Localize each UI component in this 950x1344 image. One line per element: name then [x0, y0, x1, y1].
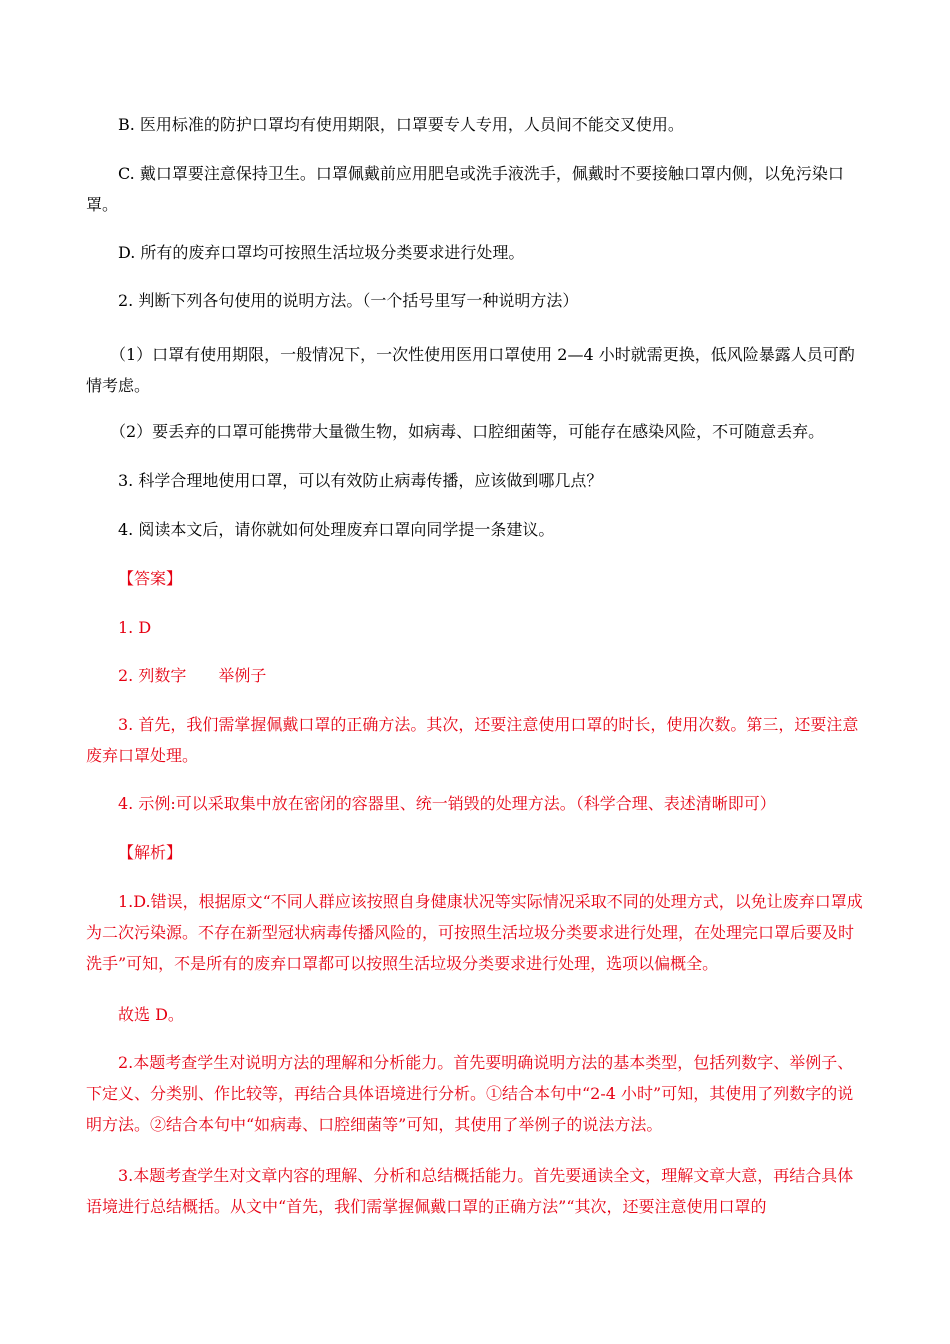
option-c: C. 戴口罩要注意保持卫生。口罩佩戴前应用肥皂或洗手液洗手，佩戴时不要接触口罩内侧，以免污染口罩。 — [86, 164, 844, 214]
question-3: 3. 科学合理地使用口罩，可以有效防止病毒传播，应该做到哪几点？ — [118, 471, 603, 490]
analysis-1: 1.D.错误，根据原文“不同人群应该按照自身健康状况等实际情况采取不同的处理方式，以免让废弃口罩成为二次污染源。不存在新型冠状病毒传播风险的，可按照生活垃圾分类要求进行处理，在处理完口罩后要及时洗手”可知，不是所有的废弃口罩都可以按照生活垃圾分类要求进行处理，选项以偏概全。 — [86, 892, 863, 973]
question-2-item-1: （1）口罩有使用期限，一般情况下，一次性使用医用口罩使用 2—4 小时就需更换，低风险暴露人员可酌情考虑。 — [86, 345, 855, 395]
analysis-1-conclusion: 故选 D。 — [118, 1005, 184, 1024]
question-4: 4. 阅读本文后，请你就如何处理废弃口罩向同学提一条建议。 — [118, 520, 555, 539]
option-b: B. 医用标准的防护口罩均有使用期限，口罩要专人专用，人员间不能交叉使用。 — [118, 115, 684, 134]
analysis-2: 2.本题考查学生对说明方法的理解和分析能力。首先要明确说明方法的基本类型，包括列数字、举例子、下定义、分类别、作比较等，再结合具体语境进行分析。①结合本句中“2-4 小时”可知，其使用了列数字的说明方法。②结合本句中“如病毒、口腔细菌等”可知，其使用了举例子的说法方法。 — [86, 1053, 854, 1134]
answer-heading: 【答案】 — [118, 569, 183, 588]
answer-2: 2. 列数字 举例子 — [118, 666, 267, 685]
option-d: D. 所有的废弃口罩均可按照生活垃圾分类要求进行处理。 — [118, 243, 525, 262]
analysis-3: 3.本题考查学生对文章内容的理解、分析和总结概括能力。首先要通读全文，理解文章大意，再结合具体语境进行总结概括。从文中“首先，我们需掌握佩戴口罩的正确方法”“其次，还要注意使用口罩的 — [86, 1166, 854, 1216]
answer-3: 3. 首先，我们需掌握佩戴口罩的正确方法。其次，还要注意使用口罩的时长，使用次数。第三，还要注意废弃口罩处理。 — [86, 715, 859, 765]
question-2: 2. 判断下列各句使用的说明方法。（一个括号里写一种说明方法） — [118, 291, 579, 310]
analysis-heading: 【解析】 — [118, 843, 183, 862]
question-2-item-2: （2）要丢弃的口罩可能携带大量微生物，如病毒、口腔细菌等，可能存在感染风险，不可随意丢弃。 — [110, 422, 825, 441]
answer-1: 1. D — [118, 618, 152, 637]
answer-4: 4. 示例:可以采取集中放在密闭的容器里、统一销毁的处理方法。（科学合理、表述清晰即可） — [118, 794, 776, 813]
